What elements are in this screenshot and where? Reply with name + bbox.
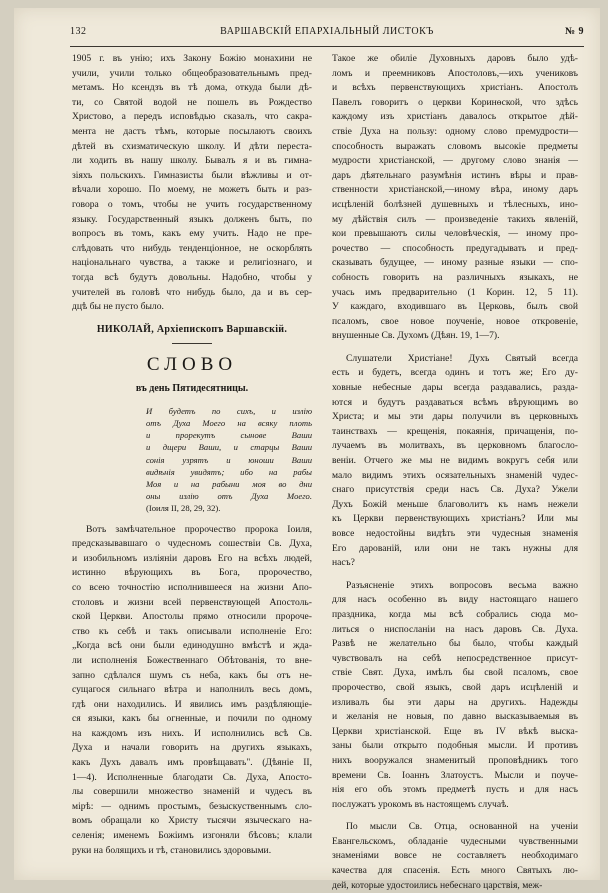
text-line: знаменіями вовсе не составляетъ необходимаго — [332, 850, 578, 862]
text-line: исцѣленій болѣзней душевныхъ и тѣлесныхъ, ино- — [332, 198, 578, 210]
text-line: Его дарованій, или они не такъ нужны для — [332, 542, 578, 554]
text-line: нія его объ этомъ предметѣ пусть и для насъ — [332, 784, 578, 796]
text-line: ломъ и преемниковъ Апостоловъ,—ихъ учениковъ — [332, 67, 578, 79]
text-line: къ Церкви первенствующихъ христіанъ? Или мы — [332, 513, 578, 525]
text-line: на каждомъ изъ нихъ. И исполнились всѣ Св. — [72, 727, 312, 739]
text-line: запно сдѣлался шумъ съ неба, какъ бы отъ не- — [72, 669, 312, 681]
text-line: Духа и начали говорить на другихъ языкахъ, — [72, 742, 312, 754]
text-line: дцѣ бы не пусто было. — [72, 301, 164, 313]
text-line: руки на болящихъ и тѣ, становились здоровыми. — [72, 844, 272, 856]
text-line: какъ Духъ давалъ имъ провѣщавать". (Дѣяніе II, — [72, 757, 312, 769]
signature: НИКОЛАЙ, Архіепископъ Варшавскій. — [96, 323, 288, 335]
text-line: качества для спасенія. Есть много Святыхъ лю- — [332, 865, 578, 877]
text-line: каждому изъ христіанъ давалось открытое дѣй- — [332, 111, 578, 123]
text-line: псаломъ, свое новое поученіе, новое откровеніе, — [332, 315, 578, 327]
text-line: внушенные Св. Духомъ (Дѣян. 19, 1—7). — [332, 330, 500, 342]
text-line: „Когда всѣ они были единодушно вмѣстѣ и жда- — [72, 640, 312, 652]
document-page — [14, 8, 600, 891]
text-line: лучаемъ въ молитвахъ, въ церковномъ благосло- — [332, 440, 578, 452]
text-line: учили, учили только общеобразовательнымъ пред- — [72, 67, 312, 79]
text-line: пророчество, свой языкъ, свой даръ исцѣленій и — [332, 681, 578, 693]
text-line: веніи. Отчего же мы не видимъ вокругъ себя или — [332, 455, 578, 467]
text-line: По мысли Св. Отца, основанной на ученіи — [346, 821, 578, 833]
text-line: мента не дастъ тѣмъ, которые посылаютъ своихъ — [72, 125, 312, 137]
text-line: 1905 г. въ унію; ихъ Закону Божію монахини не — [72, 53, 312, 64]
text-line: дѣтей въ схизматическую школу. И дѣти переста- — [72, 140, 312, 152]
text-line: У каждаго, входившаго въ Церковь, былъ свой — [332, 301, 578, 313]
paragraph-fathers — [332, 820, 578, 893]
text-line: Развѣ не желательно бы было, чтобы каждый — [332, 638, 578, 650]
page-number: 132 — [70, 26, 87, 37]
text-line: слѣдовать что нибудь тенденціонное, не оскорблять — [72, 242, 312, 254]
text-line: ются и будутъ раздаваться всѣмъ вѣрующимъ во — [332, 396, 578, 408]
text-line: оны излію отъ Духа Моего. — [146, 491, 312, 502]
text-line: Такое же обиліе Духовныхъ даровъ было удѣ- — [332, 53, 578, 64]
text-line: ти, со Святой водой не пошелъ въ Рождество — [72, 96, 312, 108]
text-line: рочество — способность предугадывать и пред- — [332, 242, 578, 254]
text-line: селенія; именемъ Божіимъ изгоняли бѣсовъ; клали — [72, 830, 312, 842]
text-line: Духъ Божій меньше благоволитъ къ намъ нежели — [332, 498, 578, 510]
text-line: учась имъ предварительно (1 Корин. 12, 5 11). — [332, 286, 578, 298]
text-line: вопросъ въ томъ, какъ ему учить. Надо не пре- — [72, 228, 312, 240]
divider — [172, 343, 212, 344]
body-paragraph — [72, 523, 312, 859]
paragraph-listeners — [332, 352, 578, 571]
text-line: столовъ и жизни всей первенствующей Апостоль- — [72, 596, 312, 608]
paragraph-gifts — [332, 52, 578, 344]
journal-title: ВАРШАВСКІЙ ЕПАРХІАЛЬНЫЙ ЛИСТОКЪ — [220, 26, 434, 37]
text-line: мудрости христіанской, — другому слово знанія — — [332, 155, 578, 167]
epigraph-lines — [146, 405, 312, 503]
text-line: есть и будетъ, всегда одинъ и тотъ же; Его ду- — [332, 367, 578, 379]
text-line: ся языки, какъ бы огненные, и почили по одному — [72, 713, 312, 725]
text-line: Христа; и мы эти дары получили въ церковныхъ — [332, 411, 578, 423]
text-line: Церкви христіанской. Еще въ IV вѣкѣ выска- — [332, 725, 578, 737]
text-line: и желанія не новыя, по давно высказываемыя въ — [332, 711, 578, 723]
text-line: ство къ себѣ и такъ описывали исполненіе Его: — [72, 625, 312, 637]
epigraph — [146, 405, 312, 515]
text-line: вовсе недостойны видѣть эти чудесныя знаменія — [332, 528, 578, 539]
text-line: и изобильномъ изліяніи даровъ Его на всѣхъ людей, — [72, 552, 312, 564]
issue-number: № 9 — [564, 26, 584, 37]
text-line: мірѣ: — однимъ простымъ, безыскуственнымъ сло- — [72, 800, 312, 812]
paragraph-questions — [332, 579, 578, 813]
intro-paragraph — [72, 52, 312, 315]
text-line: метамъ. Но ксендзъ въ тѣ дома, откуда были дѣ- — [72, 82, 312, 94]
text-line: Вотъ замѣчательное пророчество пророка Іоиля, — [86, 523, 312, 535]
text-line: 1—4). Исполненные благодати Св. Духа, Апосто- — [72, 771, 312, 783]
text-line: ли ходить въ нашу школу. Бывалъ я и въ гимна- — [72, 155, 312, 167]
text-line: ли исполненія Божественнаго Обѣтованія, то вне- — [72, 654, 312, 666]
text-line: ственности христіанской,—иному вѣра, иному даръ — [332, 184, 578, 196]
text-line: гдѣ они находились. И явились имъ раздѣляющіе- — [72, 698, 312, 710]
text-line: заны были открыто подобныя мысли. И противъ — [332, 740, 578, 752]
text-line: вѣчали хорошо. По моему, не можетъ быть и раз- — [72, 184, 312, 196]
text-line: Моя и на рабыни моя во дни — [146, 479, 312, 489]
text-line: даръ дѣятельнаго разумѣнія истинъ вѣры и прав- — [332, 169, 578, 181]
text-line: и всѣхъ первенствующихъ христіанъ. Апостолъ — [332, 82, 578, 94]
sermon-subheading: въ день Пятидесятницы. — [135, 383, 249, 395]
text-line: истинно вѣрующихъ въ Бога, пророчество, — [72, 567, 312, 579]
text-line: вомъ обращали ко Христу тысячи языческаго на- — [72, 815, 312, 827]
text-line: и дщери Ваши, и старцы Ваши — [146, 442, 312, 453]
text-line: тогда всѣ будутъ довольны. Надобно, чтобы у — [72, 271, 312, 283]
text-line: мало видимъ этихъ осязательныхъ знаменій чудес- — [332, 469, 578, 481]
text-line: и прорекутъ сынове Ваши — [146, 430, 312, 441]
left-column — [72, 52, 312, 858]
text-line: отъ Духа Моего на всяку плоть — [146, 418, 312, 429]
text-line: Слушатели Христіане! Духъ Святый всегда — [346, 352, 578, 364]
text-line: національнаго чувства, а также и религіознаго, и — [72, 257, 312, 269]
text-line: таинствахъ — крещенія, покаянія, причащенія, по- — [332, 425, 578, 437]
text-line: ствіе Свят. Духа, имѣлъ бы свой псаломъ, свое — [332, 667, 578, 679]
text-line: И будетъ по сихъ, и излію — [146, 405, 312, 416]
text-line: сказывать будущее, — иному разные языки — спо- — [332, 257, 578, 269]
text-line: Евангельскомъ, обладаніе чудесными чувственными — [332, 835, 578, 847]
epigraph-reference: (Іоиля II, 28, 29, 32). — [146, 503, 221, 514]
text-line: снаго присутствія среди насъ Св. Духа? Ужели — [332, 484, 578, 496]
text-line: способность выражать словомъ высокіе предметы — [332, 140, 578, 152]
text-line: для насъ особенно въ виду настоящаго нашего — [332, 594, 578, 606]
text-line: литься о ниспосланіи на насъ даровъ Св. Духа. — [332, 623, 578, 635]
text-line: языку. Государственный языкъ долженъ быть, по — [72, 213, 312, 225]
text-line: Разъясненіе этихъ вопросовъ весьма важно — [346, 579, 578, 591]
text-line: чувствовалъ на себѣ непосредственное присут- — [332, 652, 578, 664]
sermon-heading: СЛОВО — [146, 354, 238, 376]
text-line: со всею точностію исполнившееся на жизни Апо- — [72, 581, 312, 593]
text-line: лы совершили множество знаменій и чудесъ въ — [72, 786, 312, 798]
right-column — [332, 52, 578, 893]
text-line: изливалъ бы эти дары на другихъ. Надежды — [332, 696, 578, 708]
text-line: послужатъ урокомъ въ настоящемъ случаѣ. — [332, 798, 509, 810]
text-line: праздника, когда мы всѣ собрались сюда мо- — [332, 608, 578, 620]
text-line: сущагося сильнаго вѣтра и наполнилъ весь домъ, — [72, 684, 312, 696]
text-line: ской Церкви. Апостолы прямо относили пророче- — [72, 611, 312, 623]
text-line: предсказывавшаго о чудесномъ сошествіи Св. Духа, — [72, 538, 312, 550]
text-line: времени Св. Іоаннъ Златоустъ. Мысли и поуче- — [332, 769, 578, 781]
text-line: говора о томъ, чтобы не учить государственному — [72, 198, 312, 210]
text-line: му дѣйствія силъ — произведеніе такихъ явленій, — [332, 213, 578, 225]
text-line: собность говорить на различныхъ языкахъ, не — [332, 271, 578, 283]
text-line: насъ? — [332, 557, 355, 569]
text-line: ховные небесные дары всегда раздавались, разда- — [332, 382, 578, 394]
text-line: кои превышаютъ силы человѣческія, — иному про- — [332, 228, 578, 240]
page-header — [70, 22, 584, 47]
text-line: Павелъ говоритъ о церкви Коринѳской, что здѣсь — [332, 96, 578, 108]
text-line: видѣнія увидятъ; ибо на рабы — [146, 466, 312, 477]
text-line: дей, которые удостоились небеснаго царствія, меж- — [332, 879, 543, 891]
text-line: учителей въ головѣ что нибудь было, да и въ сер- — [72, 286, 312, 298]
text-line: нихъ вооружался знаменитый проповѣдникъ того — [332, 754, 578, 766]
text-line: сонія узрятъ и юноши Ваши — [146, 454, 312, 465]
text-line: Христово, а передъ исповѣдью сказалъ, что сакра- — [72, 111, 312, 123]
text-line: ствіе Духа на пользу: одному слово премудрости— — [332, 125, 578, 137]
text-line: зіяхъ польскихъ. Гимназисты были вѣжливы и от- — [72, 169, 312, 181]
